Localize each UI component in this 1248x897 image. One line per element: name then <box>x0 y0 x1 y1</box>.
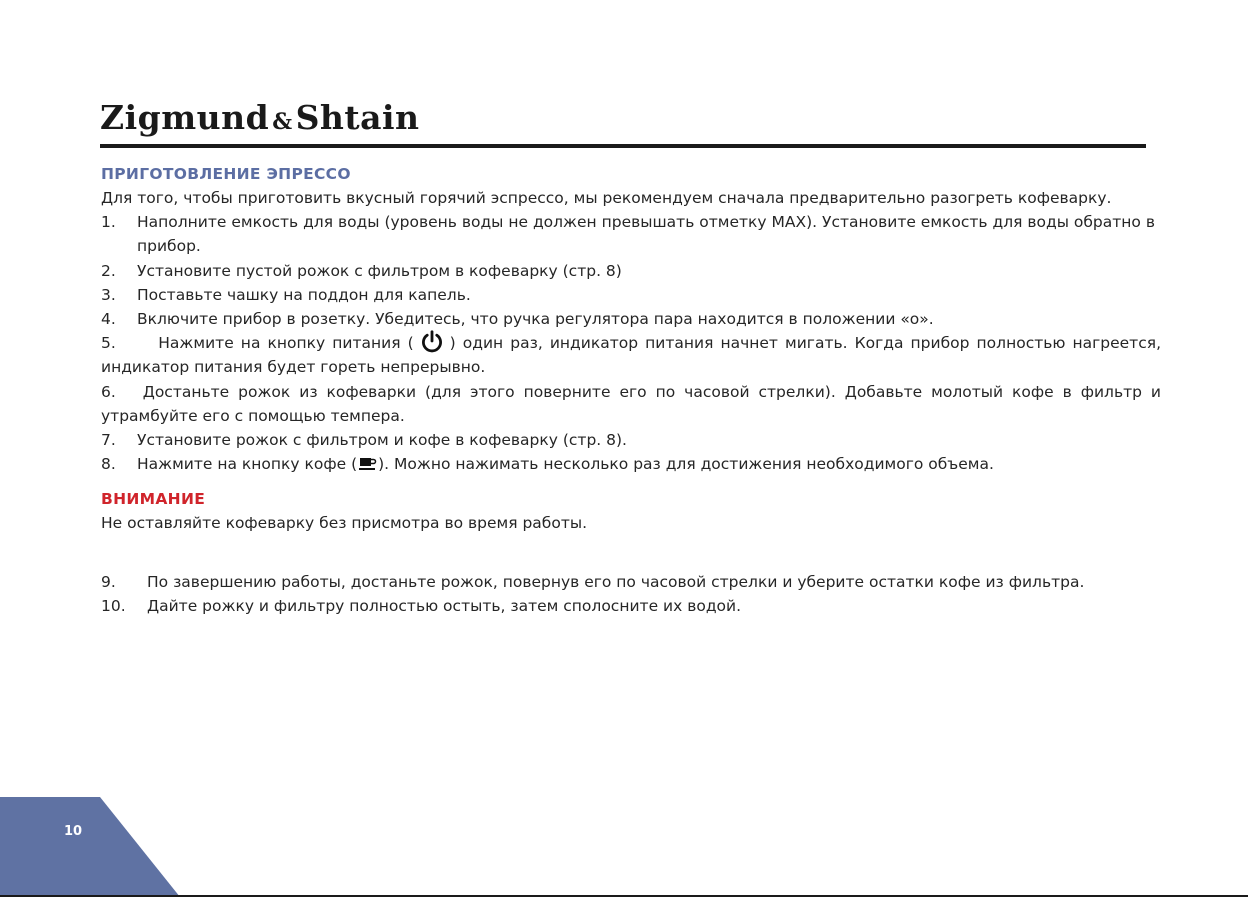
logo-ampersand: & <box>272 109 293 135</box>
power-icon <box>420 330 444 354</box>
list-item-3 <box>101 283 1161 307</box>
main-content <box>101 162 1161 618</box>
brand-logo <box>100 98 420 142</box>
logo-word-1: Zigmund <box>100 98 270 137</box>
item-text: Включите прибор в розетку. Убедитесь, что ручка регулятора пара находится в положении «о». <box>137 310 934 329</box>
header-divider <box>100 144 1146 148</box>
item-number: 10. <box>101 596 126 615</box>
coffee-cup-icon <box>359 455 377 471</box>
item-text: Достаньте рожок из кофеварки (для этого поверните его по часовой стрелки). Добавьте молотый кофе в фильтр и утрамбуйте его с помощью темпера. <box>101 382 1162 425</box>
item-number: 2. <box>101 261 116 280</box>
intro-paragraph: Для того, чтобы приготовить вкусный горячий эспрессо, мы рекомендуем сначала предварительно разогреть кофеварку. <box>101 189 1112 207</box>
item-text: По завершению работы, достаньте рожок, повернув его по часовой стрелки и уберите остатки кофе из фильтра. <box>147 572 1085 591</box>
spacer <box>101 536 1161 570</box>
logo-word-2: Shtain <box>295 98 420 137</box>
item-text-before: Нажмите на кнопку питания ( <box>158 334 414 353</box>
page-number: 10 <box>64 824 83 839</box>
item-number: 6. <box>101 382 116 401</box>
page-corner-decoration <box>0 797 180 897</box>
item-text-before: Нажмите на кнопку кофе ( <box>137 455 358 474</box>
section-title: ПРИГОТОВЛЕНИЕ ЭПРЕССО <box>101 165 351 183</box>
list-item-10 <box>101 594 1161 618</box>
list-item-6 <box>101 380 1161 428</box>
list-item-9 <box>101 570 1161 594</box>
item-number: 1. <box>101 213 116 232</box>
item-text: Установите рожок с фильтром и кофе в кофеварку (стр. 8). <box>137 431 627 450</box>
item-number: 3. <box>101 285 116 304</box>
item-number: 4. <box>101 310 116 329</box>
list-item-5 <box>101 331 1161 379</box>
spacer <box>101 476 1161 487</box>
item-text-after: ) один раз, индикатор питания начнет мигать. Когда прибор полностью нагреется, индикатор питания будет гореть непрерывно. <box>101 334 1161 377</box>
item-text: Поставьте чашку на поддон для капель. <box>137 285 471 304</box>
item-number: 7. <box>101 431 116 450</box>
item-text: Установите пустой рожок с фильтром в кофеварку (стр. 8) <box>137 261 622 280</box>
item-number: 8. <box>101 455 116 474</box>
item-text: Наполните емкость для воды (уровень воды не должен превышать отметку MAX). Установите емкость для воды обратно в прибор. <box>137 213 1155 256</box>
list-item-7 <box>101 428 1161 452</box>
item-number: 9. <box>101 572 116 591</box>
warning-title: ВНИМАНИЕ <box>101 490 206 509</box>
item-number: 5. <box>101 334 116 353</box>
list-item-4 <box>101 307 1161 331</box>
item-text-after: ). Можно нажимать несколько раз для достижения необходимого объема. <box>378 455 994 474</box>
warning-text: Не оставляйте кофеварку без присмотра во время работы. <box>101 514 588 533</box>
list-item-8 <box>101 452 1161 476</box>
item-text: Дайте рожку и фильтру полностью остыть, затем сполосните их водой. <box>147 596 742 615</box>
list-item-1 <box>101 210 1161 258</box>
list-item-2 <box>101 259 1161 283</box>
